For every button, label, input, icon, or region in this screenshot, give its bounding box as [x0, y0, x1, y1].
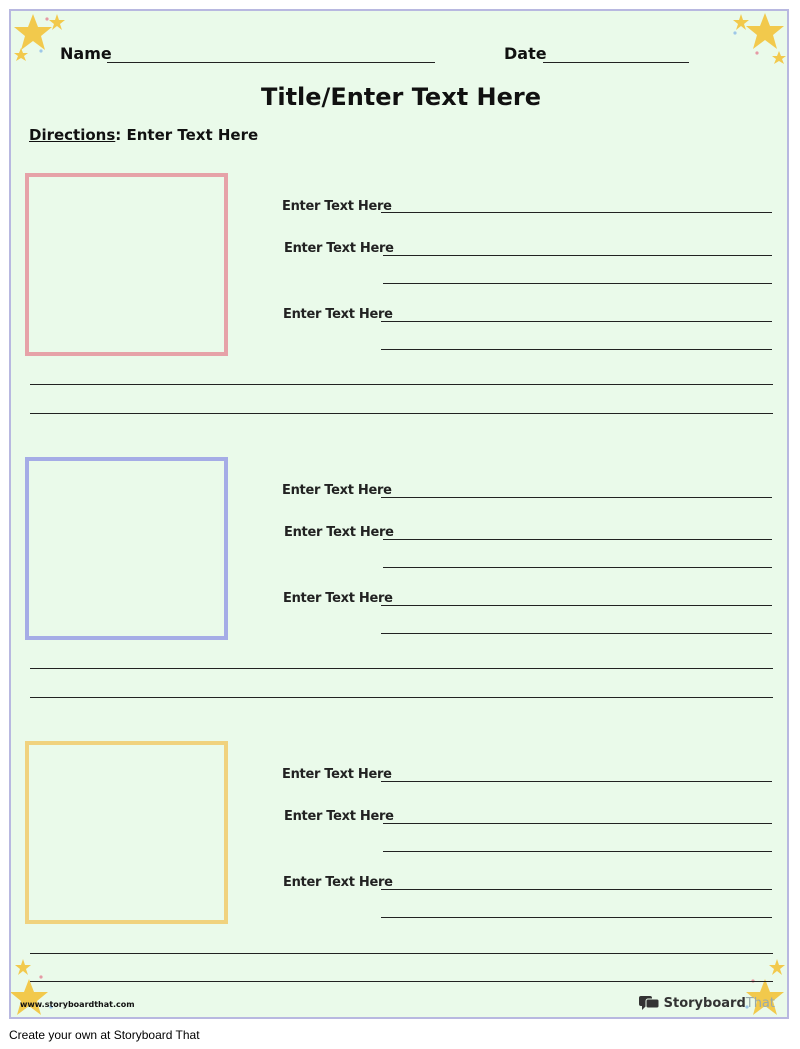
credit-text[interactable]: Create your own at Storyboard That [9, 1028, 200, 1042]
storyboard-logo-icon [638, 995, 660, 1011]
writing-line[interactable] [30, 697, 773, 698]
answer-line[interactable] [381, 349, 772, 350]
answer-line[interactable] [381, 605, 772, 606]
writing-line[interactable] [30, 668, 773, 669]
answer-line[interactable] [381, 917, 772, 918]
writing-line[interactable] [30, 953, 773, 954]
answer-line[interactable] [383, 255, 772, 256]
answer-line[interactable] [381, 497, 772, 498]
picture-frame-2[interactable] [25, 457, 228, 640]
directions-label: Directions [29, 126, 116, 144]
name-line[interactable] [107, 62, 435, 63]
star-cluster-top-right-icon [717, 11, 787, 71]
answer-line[interactable] [383, 851, 772, 852]
prompt-label: Enter Text Here [283, 875, 393, 890]
answer-line[interactable] [381, 212, 772, 213]
writing-line[interactable] [30, 981, 773, 982]
answer-line[interactable] [381, 889, 772, 890]
answer-line[interactable] [383, 283, 772, 284]
answer-line[interactable] [383, 567, 772, 568]
prompt-label: Enter Text Here [283, 591, 393, 606]
answer-line[interactable] [383, 539, 772, 540]
name-label: Name [60, 44, 112, 63]
prompt-label: Enter Text Here [282, 767, 392, 782]
storyboard-logo[interactable] [638, 995, 775, 1011]
prompt-label: Enter Text Here [282, 199, 392, 214]
directions-text: : Enter Text Here [115, 126, 259, 144]
prompt-label: Enter Text Here [282, 483, 392, 498]
worksheet [9, 9, 789, 1019]
picture-frame-3[interactable] [25, 741, 228, 924]
prompt-label: Enter Text Here [284, 525, 394, 540]
logo-text: StoryboardThat [663, 995, 775, 1011]
footer-url[interactable]: www.storyboardthat.com [20, 1000, 135, 1009]
answer-line[interactable] [381, 781, 772, 782]
prompt-label: Enter Text Here [284, 809, 394, 824]
answer-line[interactable] [383, 823, 772, 824]
answer-line[interactable] [381, 321, 772, 322]
prompt-label: Enter Text Here [284, 241, 394, 256]
date-label: Date [504, 44, 547, 63]
writing-line[interactable] [30, 384, 773, 385]
writing-line[interactable] [30, 413, 773, 414]
answer-line[interactable] [381, 633, 772, 634]
page-title: Title/Enter Text Here [260, 83, 541, 111]
picture-frame-1[interactable] [25, 173, 228, 356]
date-line[interactable] [543, 62, 689, 63]
prompt-label: Enter Text Here [283, 307, 393, 322]
directions [29, 126, 258, 144]
